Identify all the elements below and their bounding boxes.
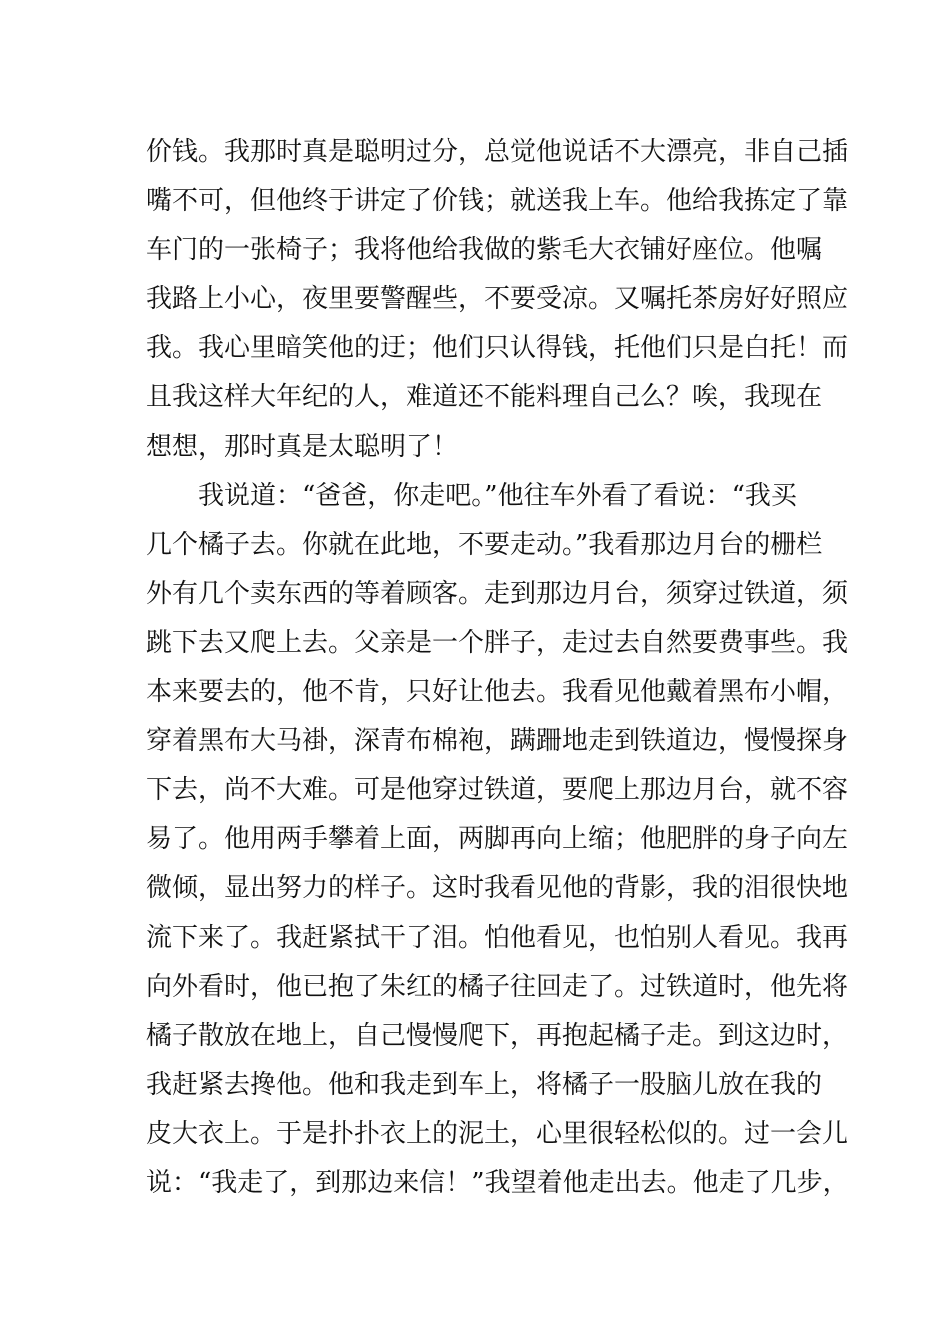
text-line: 且我这样大年纪的人，难道还不能料理自己么？唉，我现在 [146, 382, 823, 413]
body-text [146, 128, 849, 1208]
text-line: 想想，那时真是太聪明了！ [146, 431, 459, 462]
text-line: 皮大衣上。于是扑扑衣上的泥土，心里很轻松似的。过一会儿 [146, 1118, 849, 1149]
text-line: 价钱。我那时真是聪明过分，总觉他说话不大漂亮，非自己插 [146, 137, 849, 167]
text-line: 嘴不可，但他终于讲定了价钱；就送我上车。他给我拣定了靠 [146, 186, 849, 217]
text-line: 向外看时，他已抱了朱红的橘子往回走了。过铁道时，他先将 [146, 971, 849, 1002]
text-line: 说：“我走了，到那边来信！”我望着他走出去。他走了几步， [146, 1167, 849, 1198]
text-line: 我路上小心，夜里要警醒些，不要受凉。又嘱托茶房好好照应 [146, 284, 849, 315]
text-line: 车门的一张椅子；我将他给我做的紫毛大衣铺好座位。他嘱 [146, 235, 823, 266]
text-line: 下去，尚不大难。可是他穿过铁道，要爬上那边月台，就不容 [146, 775, 849, 806]
text-line: 我赶紧去搀他。他和我走到车上，将橘子一股脑儿放在我的 [146, 1069, 823, 1100]
text-line: 几个橘子去。你就在此地，不要走动。”我看那边月台的栅栏 [146, 529, 823, 560]
text-line: 微倾，显出努力的样子。这时我看见他的背影，我的泪很快地 [146, 873, 849, 904]
text-line: 易了。他用两手攀着上面，两脚再向上缩；他肥胖的身子向左 [146, 824, 849, 855]
text-line: 本来要去的，他不肯，只好让他去。我看见他戴着黑布小帽， [146, 677, 849, 708]
paragraph-start-line: 我说道：“爸爸，你走吧。”他往车外看了看说：“我买 [198, 480, 797, 511]
text-line: 我。我心里暗笑他的迂；他们只认得钱，托他们只是白托！而 [146, 333, 849, 364]
text-line: 穿着黑布大马褂，深青布棉袍，蹒跚地走到铁道边，慢慢探身 [146, 726, 849, 757]
text-line: 橘子散放在地上，自己慢慢爬下，再抱起橘子走。到这边时， [146, 1020, 849, 1051]
text-line: 流下来了。我赶紧拭干了泪。怕他看见，也怕别人看见。我再 [146, 922, 849, 953]
text-line: 外有几个卖东西的等着顾客。走到那边月台，须穿过铁道，须 [146, 578, 849, 609]
text-line: 跳下去又爬上去。父亲是一个胖子，走过去自然要费事些。我 [146, 627, 849, 658]
